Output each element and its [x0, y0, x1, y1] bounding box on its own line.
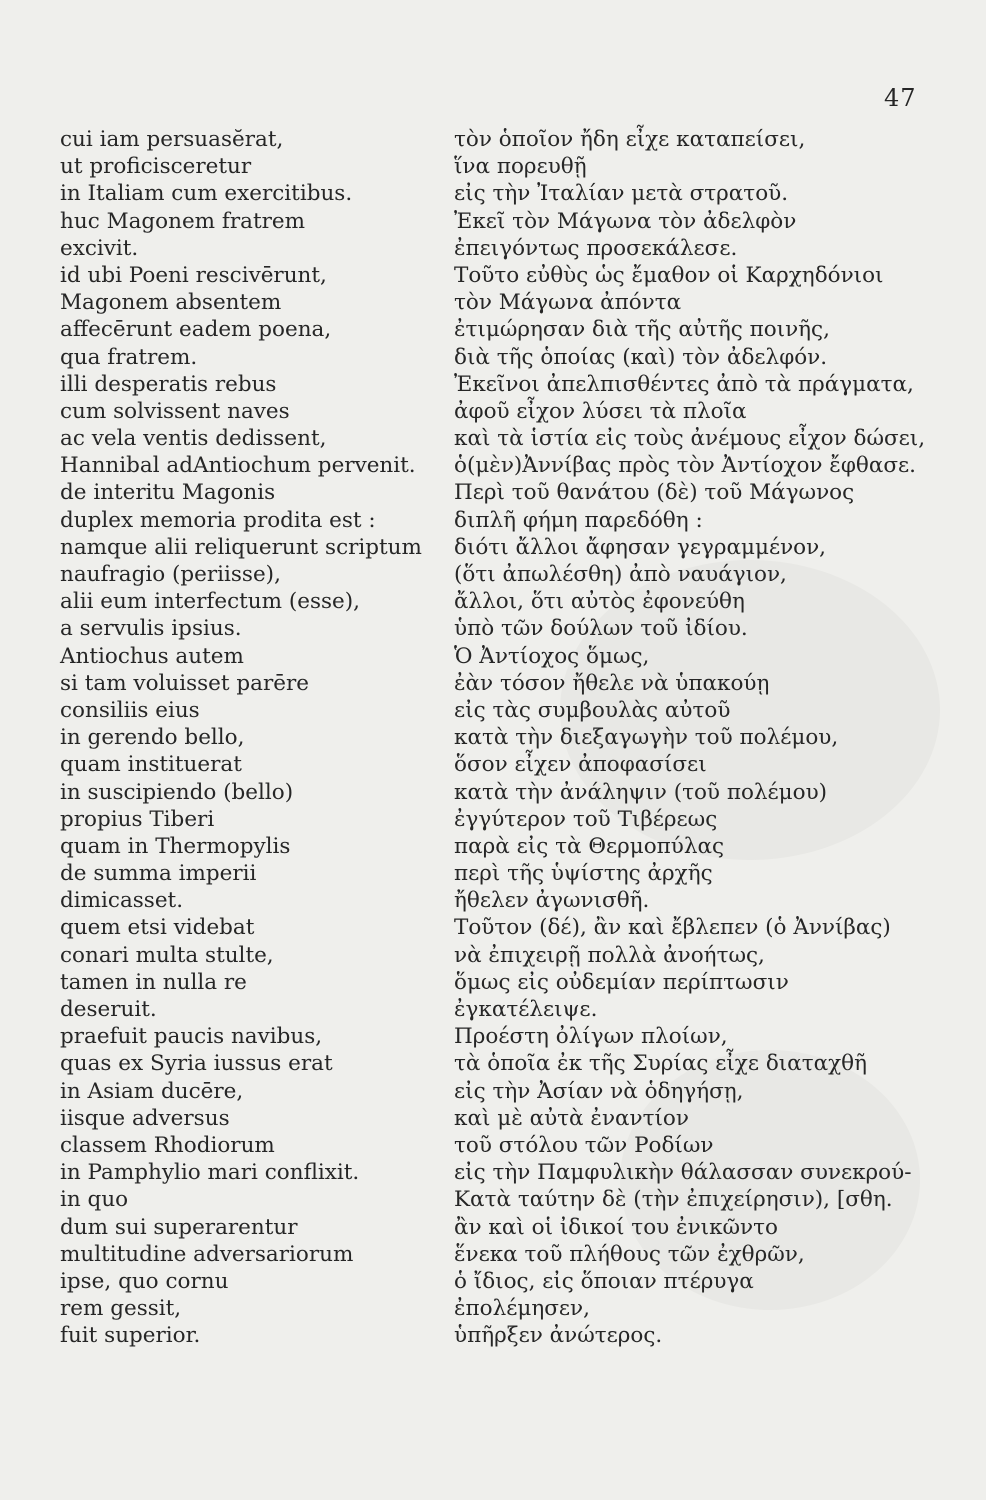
- latin-text: ac vela ventis dedissent,: [60, 426, 327, 452]
- latin-text: quam in Thermopylis: [60, 833, 291, 859]
- latin-text: dimicasset.: [60, 888, 184, 914]
- text-line: [0, 1078, 986, 1105]
- latin-text: Hannibal adAntiochum pervenit.: [60, 453, 416, 479]
- text-line: [0, 1132, 986, 1159]
- greek-translation: εἰς τὴν Ἀσίαν νὰ ὁδηγήσῃ,: [454, 1078, 744, 1104]
- greek-translation: καὶ μὲ αὐτὰ ἐναντίον: [454, 1105, 689, 1131]
- text-line: [0, 126, 986, 153]
- greek-translation: κατὰ τὴν διεξαγωγὴν τοῦ πολέμου,: [454, 725, 839, 751]
- latin-text: consiliis eius: [60, 697, 200, 723]
- latin-text: in Asiam ducēre,: [60, 1078, 244, 1104]
- text-line: [0, 1214, 986, 1241]
- text-line: [0, 398, 986, 425]
- greek-translation: εἰς τὰς συμβουλὰς αὐτοῦ: [454, 697, 731, 723]
- text-line: [0, 534, 986, 561]
- text-line: [0, 942, 986, 969]
- text-line: [0, 806, 986, 833]
- greek-translation: καὶ τὰ ἱστία εἰς τοὺς ἀνέμους εἶχον δώσει,: [454, 426, 926, 452]
- greek-translation: ἵνα πορευθῇ: [454, 154, 587, 180]
- text-line: [0, 153, 986, 180]
- greek-translation: ὑπῆρξεν ἀνώτερος.: [454, 1323, 663, 1349]
- greek-translation: ἐὰν τόσον ἤθελε νὰ ὑπακούῃ: [454, 670, 770, 696]
- latin-text: Magonem absentem: [60, 290, 282, 316]
- text-line: [0, 751, 986, 778]
- interlinear-text: [0, 126, 986, 1349]
- greek-translation: ἐγκατέλειψε.: [454, 997, 598, 1022]
- text-line: [0, 1023, 986, 1050]
- greek-translation: ἕνεκα τοῦ πλήθους τῶν ἐχθρῶν,: [454, 1241, 805, 1267]
- latin-text: namque alii reliquerunt scriptum: [60, 534, 422, 560]
- latin-text: de summa imperii: [60, 861, 257, 887]
- greek-translation: τὰ ὁποῖα ἐκ τῆς Συρίας εἶχε διαταχθῆ: [454, 1051, 867, 1077]
- text-line: [0, 507, 986, 534]
- greek-translation: εἰς τὴν Ἰταλίαν μετὰ στρατοῦ.: [454, 181, 789, 207]
- latin-text: id ubi Poeni rescivērunt,: [60, 262, 327, 288]
- text-line: [0, 724, 986, 751]
- text-line: [0, 833, 986, 860]
- text-line: [0, 1322, 986, 1349]
- greek-translation: Προέστη ὀλίγων πλοίων,: [454, 1024, 728, 1050]
- greek-translation: ἐπολέμησεν,: [454, 1296, 590, 1322]
- latin-text: cum solvissent naves: [60, 398, 290, 424]
- latin-text: naufragio (periisse),: [60, 562, 281, 587]
- text-line: [0, 1186, 986, 1213]
- text-line: [0, 615, 986, 642]
- latin-text: quas ex Syria iussus erat: [60, 1051, 333, 1077]
- text-line: [0, 208, 986, 235]
- text-line: [0, 1295, 986, 1322]
- greek-translation: Ἐκεῖ τὸν Μάγωνα τὸν ἀδελφὸν: [454, 208, 797, 234]
- greek-translation: ὁ ἴδιος, εἰς ὅποιαν πτέρυγα: [454, 1268, 754, 1294]
- text-line: [0, 425, 986, 452]
- greek-translation: ἄλλοι, ὅτι αὐτὸς ἐφονεύθη: [454, 589, 745, 615]
- latin-text: dum sui superarentur: [60, 1214, 298, 1240]
- text-line: [0, 1159, 986, 1186]
- latin-text: propius Tiberi: [60, 806, 215, 832]
- latin-text: praefuit paucis navibus,: [60, 1024, 323, 1050]
- greek-translation: τὸν ὁποῖον ἤδη εἶχε καταπείσει,: [454, 127, 806, 152]
- greek-translation: διὰ τῆς ὁποίας (καὶ) τὸν ἀδελφόν.: [454, 344, 828, 370]
- greek-translation: Κατὰ ταύτην δὲ (τὴν ἐπιχείρησιν), [σθη.: [454, 1187, 893, 1213]
- page-number: 47: [884, 84, 917, 112]
- latin-text: ut proficisceretur: [60, 154, 252, 180]
- greek-translation: ὅσον εἶχεν ἀποφασίσει: [454, 752, 707, 778]
- latin-text: iisque adversus: [60, 1105, 230, 1131]
- latin-text: rem gessit,: [60, 1296, 182, 1322]
- text-line: [0, 588, 986, 615]
- latin-text: classem Rhodiorum: [60, 1132, 275, 1158]
- text-line: [0, 643, 986, 670]
- greek-translation: διότι ἄλλοι ἄφησαν γεγραμμένον,: [454, 534, 827, 560]
- latin-text: illi desperatis rebus: [60, 371, 277, 397]
- text-line: [0, 180, 986, 207]
- greek-translation: τὸν Μάγωνα ἀπόντα: [454, 290, 682, 316]
- latin-text: quem etsi videbat: [60, 915, 255, 941]
- latin-text: in Pamphylio mari conflixit.: [60, 1160, 360, 1186]
- latin-text: in suscipiendo (bello): [60, 779, 294, 805]
- text-line: [0, 996, 986, 1023]
- greek-translation: ἤθελεν ἀγωνισθῆ.: [454, 888, 650, 914]
- text-line: [0, 969, 986, 996]
- latin-text: in Italiam cum exercitibus.: [60, 181, 353, 207]
- greek-translation: ἂν καὶ οἱ ἰδικοί του ἐνικῶντο: [454, 1214, 778, 1240]
- text-line: [0, 344, 986, 371]
- greek-translation: Περὶ τοῦ θανάτου (δὲ) τοῦ Μάγωνος: [454, 480, 855, 506]
- latin-text: alii eum interfectum (esse),: [60, 589, 360, 615]
- greek-translation: ὅμως εἰς οὐδεμίαν περίπτωσιν: [454, 969, 789, 995]
- text-line: [0, 1241, 986, 1268]
- greek-translation: Ὁ Ἀντίοχος ὅμως,: [454, 643, 650, 669]
- text-line: [0, 779, 986, 806]
- greek-translation: ἐτιμώρησαν διὰ τῆς αὐτῆς ποινῆς,: [454, 317, 830, 343]
- greek-translation: ἐγγύτερον τοῦ Τιβέρεως: [454, 806, 718, 832]
- latin-text: quam instituerat: [60, 752, 242, 778]
- greek-translation: ἐπειγόντως προσεκάλεσε.: [454, 235, 738, 261]
- latin-text: in quo: [60, 1187, 129, 1213]
- text-line: [0, 452, 986, 479]
- text-line: [0, 697, 986, 724]
- text-line: [0, 1105, 986, 1132]
- greek-translation: ὑπὸ τῶν δούλων τοῦ ἰδίου.: [454, 616, 748, 642]
- text-line: [0, 1268, 986, 1295]
- latin-text: conari multa stulte,: [60, 942, 274, 968]
- greek-translation: νὰ ἐπιχειρῇ πολλὰ ἀνοήτως,: [454, 942, 765, 968]
- greek-translation: ὁ(μὲν)Ἀννίβας πρὸς τὸν Ἀντίοχον ἔφθασε.: [454, 453, 916, 479]
- latin-text: multitudine adversariorum: [60, 1241, 354, 1267]
- greek-translation: Τοῦτον (δέ), ἂν καὶ ἔβλεπεν (ὁ Ἀννίβας): [454, 915, 891, 941]
- text-line: [0, 561, 986, 588]
- text-line: [0, 262, 986, 289]
- text-line: [0, 289, 986, 316]
- text-line: [0, 316, 986, 343]
- text-line: [0, 479, 986, 506]
- latin-text: tamen in nulla re: [60, 969, 247, 995]
- greek-translation: τοῦ στόλου τῶν Ροδίων: [454, 1132, 714, 1158]
- text-line: [0, 670, 986, 697]
- latin-text: huc Magonem fratrem: [60, 208, 305, 234]
- text-line: [0, 914, 986, 941]
- latin-text: Antiochus autem: [60, 643, 244, 669]
- latin-text: ipse, quo cornu: [60, 1268, 229, 1294]
- text-line: [0, 887, 986, 914]
- greek-translation: παρὰ εἰς τὰ Θερμοπύλας: [454, 833, 725, 859]
- greek-translation: διπλῆ φήμη παρεδόθη :: [454, 507, 703, 533]
- greek-translation: εἰς τὴν Παμφυλικὴν θάλασσαν συνεκρού-: [454, 1160, 912, 1186]
- latin-text: duplex memoria prodita est :: [60, 507, 376, 533]
- latin-text: a servulis ipsius.: [60, 616, 242, 642]
- greek-translation: περὶ τῆς ὑψίστης ἀρχῆς: [454, 861, 713, 887]
- latin-text: fuit superior.: [60, 1323, 201, 1349]
- latin-text: in gerendo bello,: [60, 725, 245, 751]
- greek-translation: ἀφοῦ εἶχον λύσει τὰ πλοῖα: [454, 398, 747, 424]
- text-line: [0, 1050, 986, 1077]
- latin-text: de interitu Magonis: [60, 480, 276, 506]
- greek-translation: Τοῦτο εὐθὺς ὡς ἔμαθον οἱ Καρχηδόνιοι: [454, 262, 884, 288]
- latin-text: si tam voluisset parēre: [60, 670, 309, 696]
- latin-text: cui iam persuasĕrat,: [60, 127, 284, 152]
- latin-text: deseruit.: [60, 997, 157, 1022]
- latin-text: qua fratrem.: [60, 344, 198, 370]
- greek-translation: κατὰ τὴν ἀνάληψιν (τοῦ πολέμου): [454, 779, 828, 805]
- text-line: [0, 860, 986, 887]
- greek-translation: Ἐκεῖνοι ἀπελπισθέντες ἀπὸ τὰ πράγματα,: [454, 371, 914, 397]
- latin-text: excivit.: [60, 235, 139, 261]
- text-line: [0, 371, 986, 398]
- text-line: [0, 235, 986, 262]
- greek-translation: (ὅτι ἀπωλέσθη) ἀπὸ ναυάγιον,: [454, 562, 787, 587]
- latin-text: affecērunt eadem poena,: [60, 317, 332, 343]
